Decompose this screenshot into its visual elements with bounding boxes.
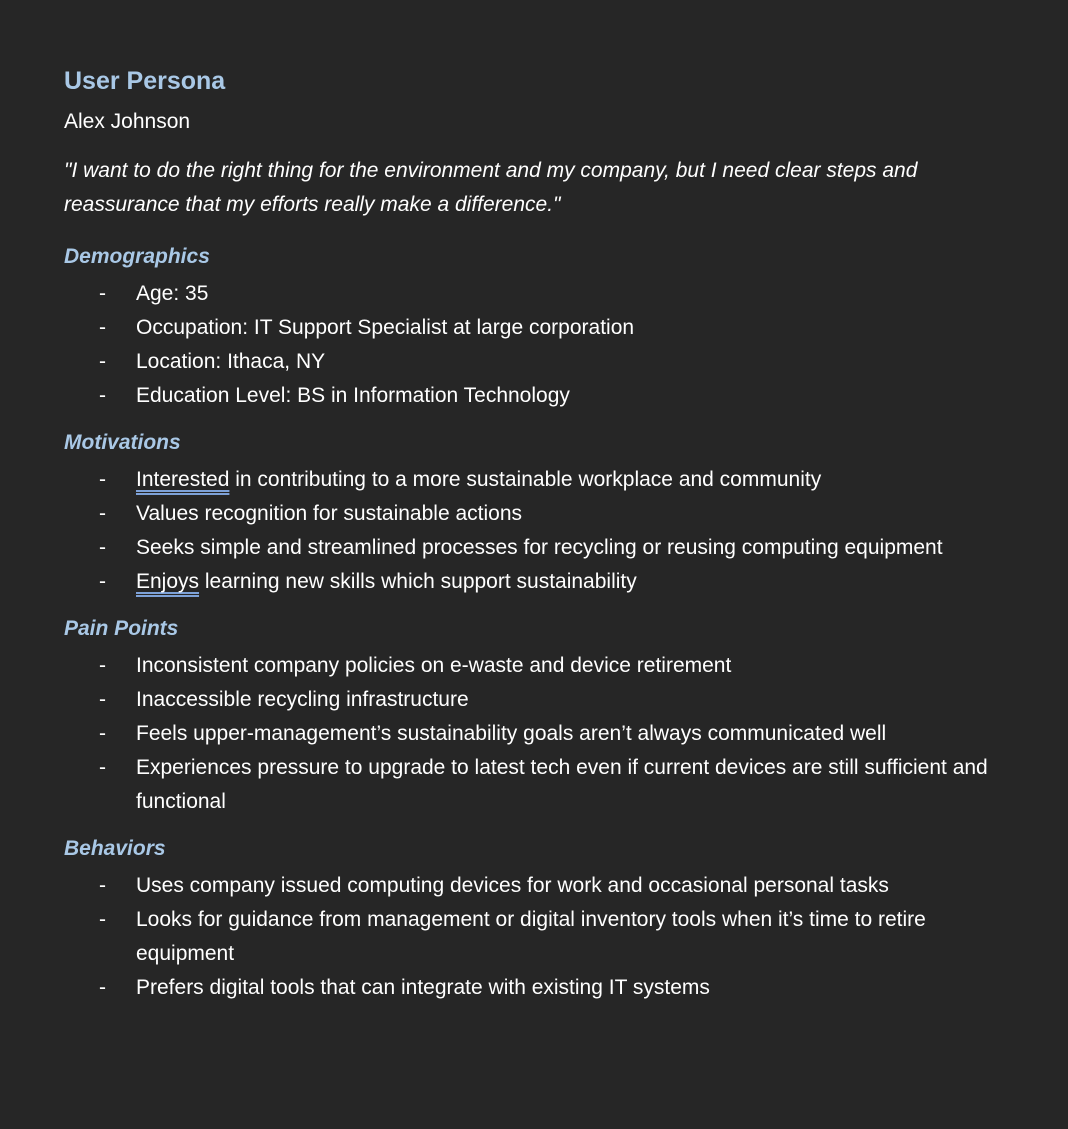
- list-item: [64, 379, 1014, 413]
- list-item-text: in contributing to a more sustainable workplace and community: [229, 468, 822, 491]
- bullet-dash: -: [99, 908, 106, 931]
- list-item: [64, 869, 1014, 903]
- page-title: User Persona: [64, 67, 226, 95]
- section-behaviors: [64, 834, 1014, 1005]
- pain-points-list: [64, 649, 1014, 819]
- bullet-dash: -: [99, 570, 106, 593]
- spellcheck-flagged-word[interactable]: Enjoys: [136, 570, 200, 593]
- persona-name: Alex Johnson: [64, 110, 191, 133]
- bullet-dash: -: [99, 688, 106, 711]
- list-item: [64, 311, 1014, 345]
- spellcheck-flagged-word[interactable]: Interested: [136, 468, 230, 491]
- list-item: [64, 717, 1014, 751]
- persona-quote: "I want to do the right thing for the environment and my company, but I need clear steps and reassurance that my efforts really make a difference.": [64, 159, 918, 216]
- list-item: [64, 903, 1014, 971]
- behaviors-list: [64, 869, 1014, 1005]
- list-item-text: Education Level: BS in Information Technology: [136, 384, 570, 407]
- section-heading-motivations: Motivations: [64, 431, 181, 454]
- bullet-dash: -: [99, 282, 106, 305]
- bullet-dash: -: [99, 756, 106, 779]
- section-demographics: [64, 242, 1014, 413]
- bullet-dash: -: [99, 536, 106, 559]
- list-item: [64, 649, 1014, 683]
- list-item-text: Inaccessible recycling infrastructure: [136, 688, 469, 711]
- list-item: [64, 497, 1014, 531]
- section-motivations: [64, 428, 1014, 599]
- bullet-dash: -: [99, 468, 106, 491]
- list-item: [64, 463, 1014, 497]
- section-heading-demographics: Demographics: [64, 245, 210, 268]
- list-item-text: Uses company issued computing devices for work and occasional personal tasks: [136, 874, 889, 897]
- bullet-dash: -: [99, 316, 106, 339]
- list-item-text: Age: 35: [136, 282, 209, 305]
- list-item-text: Prefers digital tools that can integrate with existing IT systems: [136, 976, 710, 999]
- section-pain-points: [64, 614, 1014, 819]
- list-item-text: learning new skills which support sustainability: [199, 570, 637, 593]
- list-item: [64, 531, 1014, 565]
- bullet-dash: -: [99, 502, 106, 525]
- list-item: [64, 971, 1014, 1005]
- list-item-text: Experiences pressure to upgrade to latest tech even if current devices are still sufficient and functional: [136, 756, 988, 813]
- list-item-text: Feels upper-management’s sustainability goals aren’t always communicated well: [136, 722, 887, 745]
- bullet-dash: -: [99, 976, 106, 999]
- list-item-text: Inconsistent company policies on e-waste and device retirement: [136, 654, 732, 677]
- list-item-text: Values recognition for sustainable actions: [136, 502, 523, 525]
- list-item: [64, 345, 1014, 379]
- bullet-dash: -: [99, 874, 106, 897]
- list-item-text: Seeks simple and streamlined processes for recycling or reusing computing equipment: [136, 536, 943, 559]
- list-item: [64, 277, 1014, 311]
- list-item: [64, 565, 1014, 599]
- bullet-dash: -: [99, 350, 106, 373]
- section-heading-pain-points: Pain Points: [64, 617, 179, 640]
- list-item: [64, 683, 1014, 717]
- motivations-list: [64, 463, 1014, 599]
- list-item: [64, 751, 1014, 819]
- section-heading-behaviors: Behaviors: [64, 837, 166, 860]
- bullet-dash: -: [99, 654, 106, 677]
- list-item-text: Looks for guidance from management or digital inventory tools when it’s time to retire equipment: [136, 908, 926, 965]
- demographics-list: [64, 277, 1014, 413]
- bullet-dash: -: [99, 722, 106, 745]
- bullet-dash: -: [99, 384, 106, 407]
- list-item-text: Location: Ithaca, NY: [136, 350, 326, 373]
- list-item-text: Occupation: IT Support Specialist at large corporation: [136, 316, 635, 339]
- document-page: [64, 64, 1014, 1005]
